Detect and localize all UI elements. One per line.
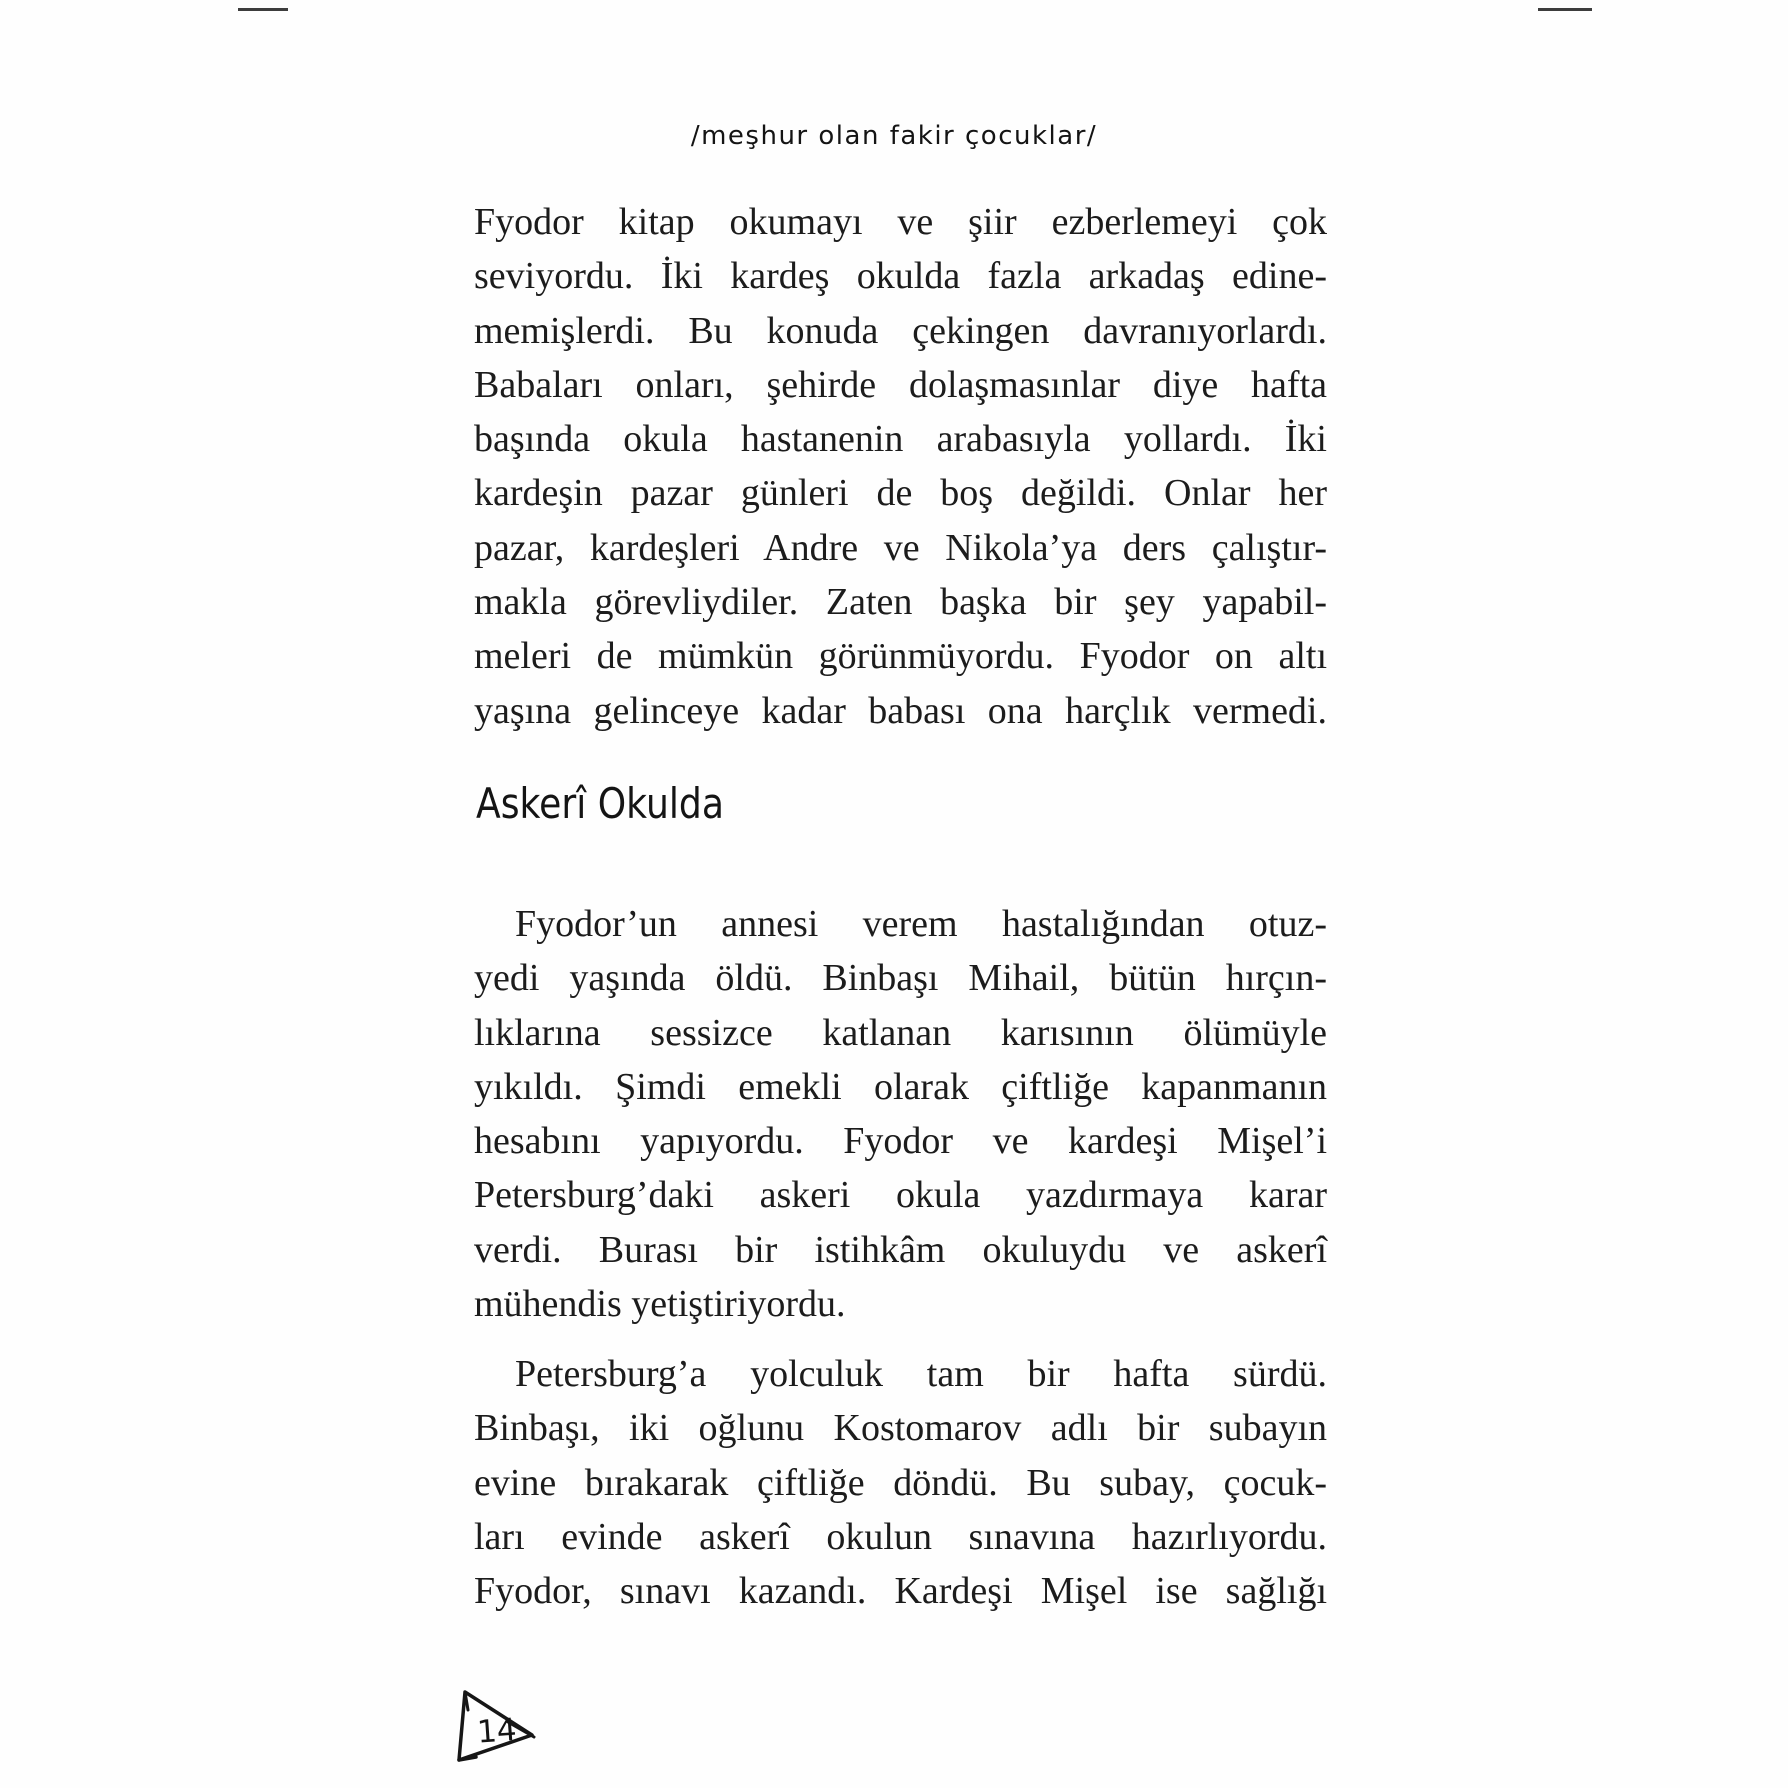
text-line: Binbaşı, iki oğlunu Kostomarov adlı bir subayın: [474, 1407, 1327, 1450]
text-line: Fyodor’un annesi verem hastalığından otuz-: [515, 903, 1327, 945]
body-paragraph: [474, 1347, 1327, 1618]
text-line: Petersburg’daki askeri okula yazdırmaya karar: [474, 1174, 1327, 1217]
text-line: Fyodor, sınavı kazandı. Kardeşi Mişel ise sağlığı: [474, 1570, 1327, 1613]
text-line: evine bırakarak çiftliğe döndü. Bu subay, çocuk-: [474, 1461, 1327, 1504]
text-line: yıkıldı. Şimdi emekli olarak çiftliğe kapanmanın: [474, 1065, 1327, 1108]
running-header: /meşhur olan fakir çocuklar/: [690, 121, 1098, 151]
text-line: Babaları onları, şehirde dolaşmasınlar diye hafta: [474, 363, 1327, 406]
text-line: seviyordu. İki kardeş okulda fazla arkadaş edine-: [474, 255, 1327, 298]
text-line: lıklarına sessizce katlanan karısının ölümüyle: [474, 1011, 1327, 1054]
text-line: Petersburg’a yolculuk tam bir hafta sürdü.: [515, 1353, 1327, 1395]
section-heading: Askerî Okulda: [476, 779, 724, 828]
text-line: makla görevliydiler. Zaten başka bir şey yapabil-: [474, 581, 1327, 624]
page-number-flag: [446, 1680, 546, 1775]
text-line: memişlerdi. Bu konuda çekingen davranıyorlardı.: [474, 309, 1327, 352]
text-line: verdi. Burası bir istihkâm okuluydu ve askerî: [474, 1228, 1327, 1271]
body-paragraph: [474, 195, 1327, 738]
pennant-icon: [446, 1680, 546, 1775]
text-line: başında okula hastanenin arabasıyla yollardı. İki: [474, 418, 1327, 461]
text-line: mühendis yetiştiriyordu.: [474, 1283, 846, 1326]
text-line: hesabını yapıyordu. Fyodor ve kardeşi Mişel’i: [474, 1120, 1327, 1163]
top-right-mark: [1538, 8, 1592, 11]
text-line: yaşına gelinceye kadar babası ona harçlık vermedi.: [474, 689, 1327, 732]
text-line: meleri de mümkün görünmüyordu. Fyodor on altı: [474, 635, 1327, 678]
text-line: yedi yaşında öldü. Binbaşı Mihail, bütün hırçın-: [474, 957, 1327, 1000]
top-left-mark: [238, 8, 288, 11]
text-line: ları evinde askerî okulun sınavına hazırlıyordu.: [474, 1515, 1327, 1558]
text-line: Fyodor kitap okumayı ve şiir ezberlemeyi çok: [474, 201, 1327, 243]
text-line: pazar, kardeşleri Andre ve Nikola’ya ders çalıştır-: [474, 526, 1327, 569]
text-line: kardeşin pazar günleri de boş değildi. Onlar her: [474, 472, 1327, 515]
body-paragraph: [474, 897, 1327, 1331]
page-number: 14: [475, 1711, 518, 1751]
